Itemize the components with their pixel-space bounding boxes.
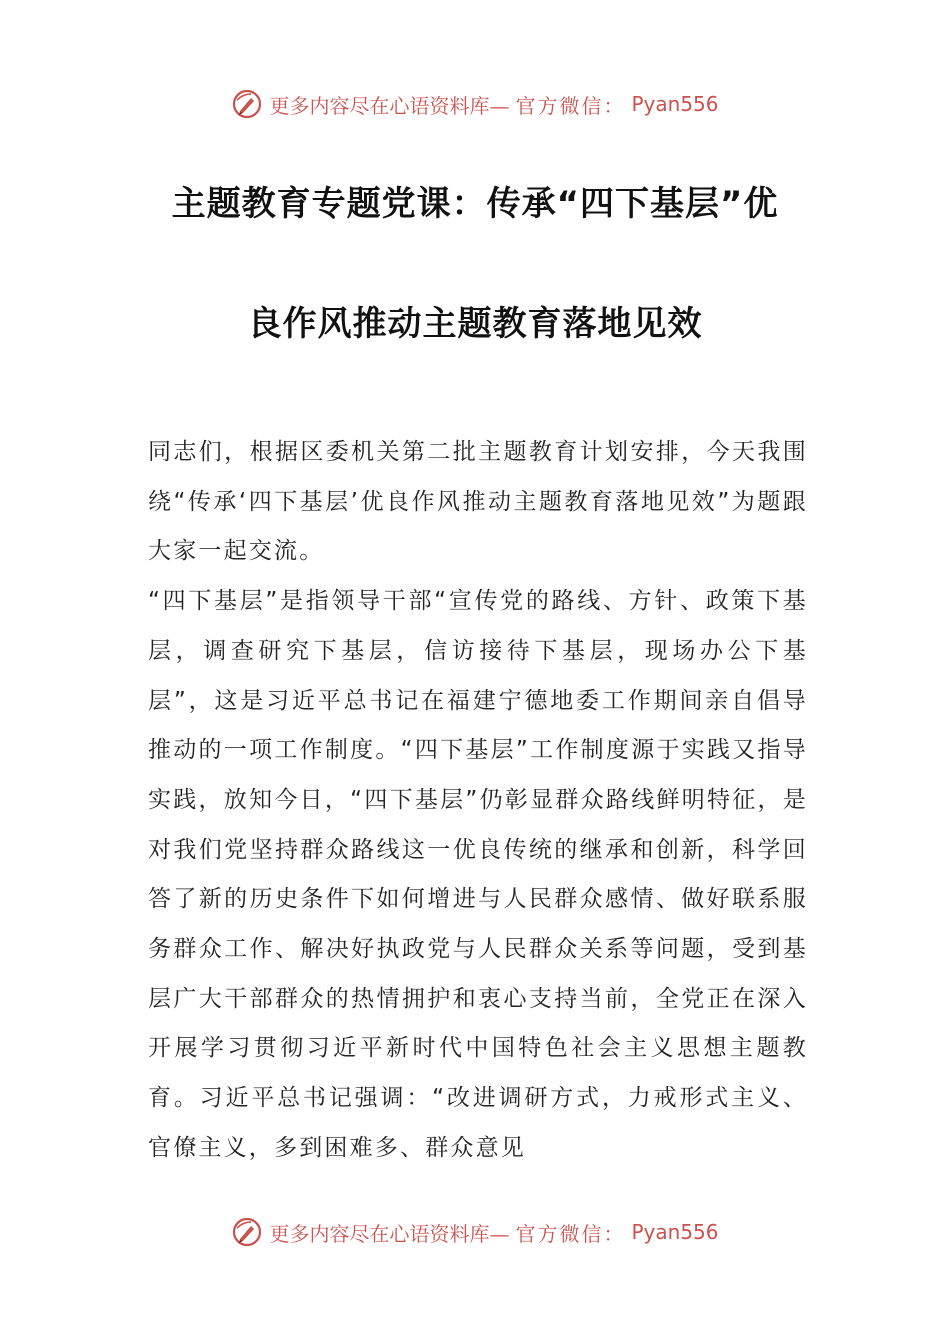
watermark-wechat-label: 官方微信： — [515, 1221, 626, 1246]
body-paragraph-1: 同志们，根据区委机关第二批主题教育计划安排，今天我围绕“传承‘四下基层’优良作风推动主题教育落地见效”为题跟大家一起交流。 — [148, 439, 808, 565]
header-watermark — [0, 84, 950, 124]
footer-watermark — [0, 1212, 950, 1252]
watermark-brand-text: 更多内容尽在心语资料库— — [269, 1221, 510, 1246]
pen-nib-logo-icon — [231, 1216, 263, 1248]
document-title-line-1: 主题教育专题党课：传承“四下基层”优 — [171, 184, 779, 224]
watermark-wechat-label: 官方微信： — [515, 93, 626, 118]
body-paragraph-2: “四下基层”是指领导干部“宣传党的路线、方针、政策下基层，调查研究下基层，信访接待下基层，现场办公下基层”，这是习近平总书记在福建宁德地委工作期间亲自倡导推动的一项工作制度。“四下基层”工作制度源于实践又指导实践，放知今日，“四下基层”仍彰显群众路线鲜明特征，是对我们党坚持群众路线这一优良传统的继承和创新，科学回答了新的历史条件下如何增进与人民群众感情、做好联系服务群众工作、解决好执政党与人民群众关系等问题，受到基层广大干部群众的热情拥护和衷心支持当前，全党正在深入开展学习贯彻习近平新时代中国特色社会主义思想主题教育。习近平总书记强调：“改进调研方式，力戒形式主义、官僚主义，多到困难多、群众意见 — [148, 588, 808, 1161]
watermark-brand-text: 更多内容尽在心语资料库— — [269, 93, 510, 118]
document-title-line-2: 良作风推动主题教育落地见效 — [247, 304, 703, 344]
document-body — [148, 428, 808, 1174]
watermark-wechat-id: Pyan556 — [631, 92, 719, 116]
watermark-wechat-id: Pyan556 — [631, 1220, 719, 1244]
pen-nib-logo-icon — [231, 88, 263, 120]
